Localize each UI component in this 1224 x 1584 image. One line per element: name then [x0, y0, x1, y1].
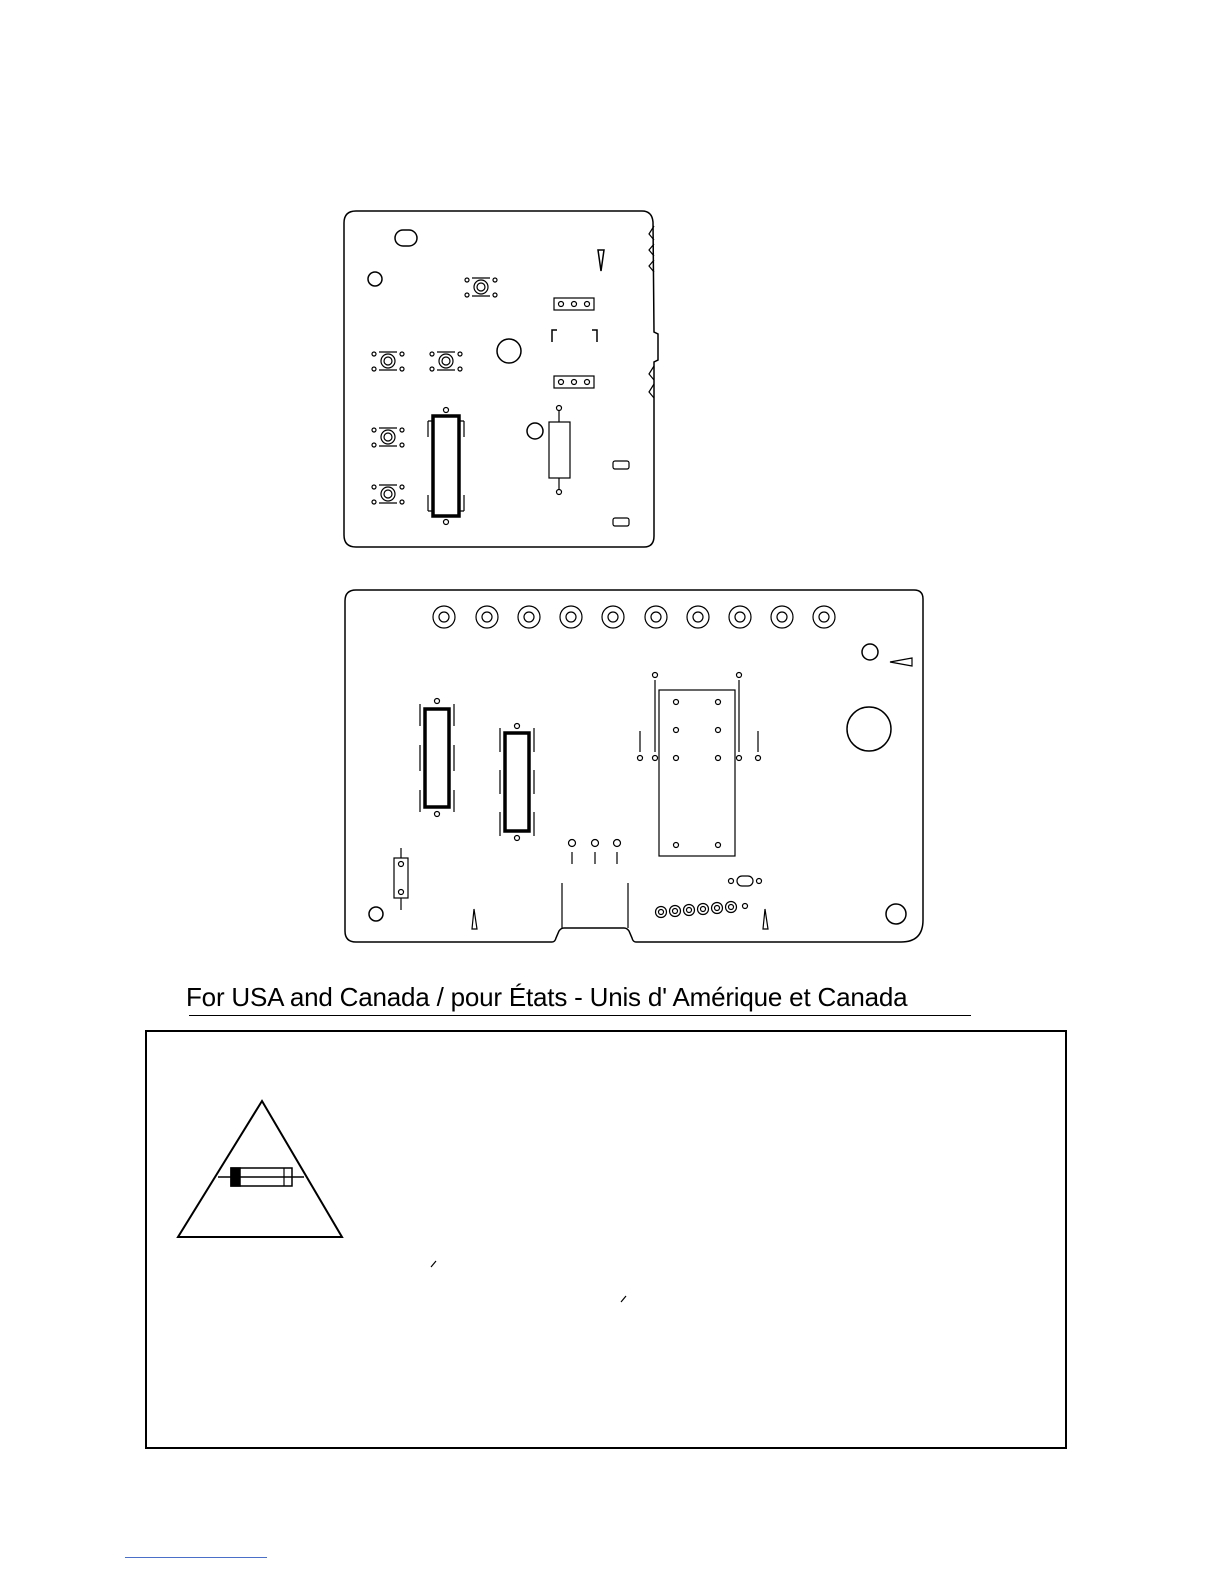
pin-row: [656, 902, 748, 918]
footer-rule: [125, 1557, 267, 1558]
mounting-hole: [862, 644, 878, 660]
relay: [638, 673, 761, 857]
heading-underline: [189, 1015, 971, 1016]
lower-circuit-board: [345, 590, 923, 942]
oval-slot: [395, 230, 417, 246]
terminal-row: [433, 606, 835, 628]
orientation-marker: [890, 658, 912, 666]
large-mounting-hole: [847, 707, 891, 751]
orientation-marker: [472, 909, 477, 929]
connector-cutout: [562, 883, 628, 928]
ic-chip: [420, 699, 454, 817]
lower-board-outline: [345, 590, 923, 942]
tact-switch: [465, 278, 497, 297]
mounting-hole: [368, 272, 382, 286]
resistor: [394, 848, 408, 910]
orientation-marker: [598, 250, 604, 271]
safety-notice-box: [145, 1030, 1067, 1449]
mounting-hole: [886, 904, 906, 924]
ic-chip: [428, 408, 464, 525]
three-lead-component: [569, 840, 621, 865]
three-pin-header: [554, 376, 594, 388]
mounting-hole: [369, 907, 383, 921]
upper-circuit-board: [344, 211, 658, 547]
mounting-hole: [527, 423, 543, 439]
crystal: [729, 876, 762, 886]
smd-pad: [613, 461, 629, 469]
tact-switch: [372, 352, 404, 371]
region-heading: For USA and Canada / pour États - Unis d' Amérique et Canada: [186, 982, 908, 1012]
tact-switch: [372, 485, 404, 504]
large-mounting-hole: [497, 339, 521, 363]
smd-pad: [613, 518, 629, 526]
resistor: [549, 406, 570, 495]
three-pin-header: [554, 298, 594, 310]
ic-chip: [500, 724, 534, 841]
component-bracket-marks: [552, 330, 597, 342]
tact-switch: [430, 352, 462, 371]
tact-switch: [372, 428, 404, 447]
orientation-marker: [763, 909, 768, 929]
